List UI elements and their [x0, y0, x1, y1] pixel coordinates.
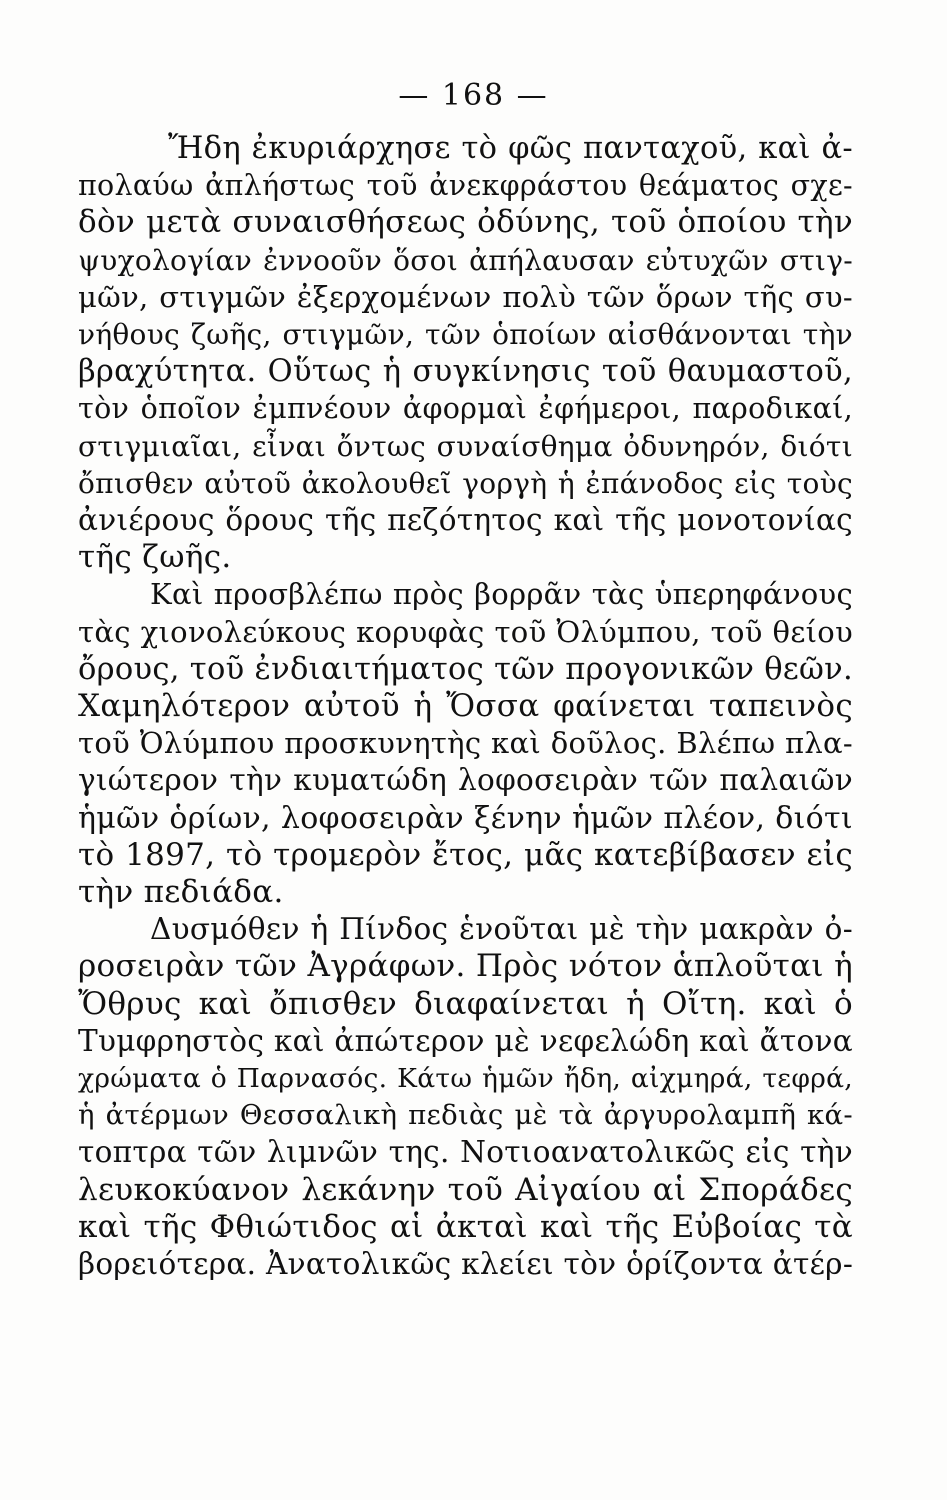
text-line: πολαύω ἀπλήστως τοῦ ἀνεκφράστου θεάματος σχε-	[78, 169, 853, 203]
text-line: ψυχολογίαν ἐννοοῦν ὅσοι ἀπήλαυσαν εὐτυχῶν στιγ-	[78, 243, 853, 277]
text-line: ὄπισθεν αὐτοῦ ἀκολουθεῖ γοργὴ ἡ ἐπάνοδος εἰς τοὺς	[78, 466, 853, 500]
text-line: Ὄθρυς καὶ ὄπισθεν διαφαίνεται ἡ Οἴτη. καὶ ὁ	[78, 985, 853, 1022]
text-line: τῆς ζωῆς.	[78, 539, 232, 576]
text-line: ὄρους, τοῦ ἐνδιαιτήματος τῶν προγονικῶν θεῶν.	[78, 651, 853, 687]
text-line: ροσειρὰν τῶν Ἀγράφων. Πρὸς νότον ἁπλοῦται ἡ	[78, 948, 853, 985]
paragraph-3	[78, 911, 853, 1283]
text-line: Χαμηλότερον αὐτοῦ ἡ Ὄσσα φαίνεται ταπεινὸς	[78, 688, 853, 725]
text-line: καὶ τῆς Φθιώτιδος αἱ ἀκταὶ καὶ τῆς Εὐβοίας τὰ	[78, 1208, 853, 1245]
text-line: τὰς χιονολεύκους κορυφὰς τοῦ Ὀλύμπου, τοῦ θείου	[78, 614, 853, 649]
text-line: ἡμῶν ὁρίων, λοφοσειρὰν ξένην ἡμῶν πλέον, διότι	[78, 800, 853, 836]
text-line: δὸν μετὰ συναισθήσεως ὀδύνης, τοῦ ὁποίου τὴν	[78, 204, 853, 241]
text-line: τὸν ὁποῖον ἐμπνέουν ἀφορμαὶ ἐφήμεροι, παροδικαί,	[78, 392, 853, 426]
text-line: στιγμιαῖαι, εἶναι ὄντως συναίσθημα ὀδυνηρόν, διότι	[78, 429, 853, 463]
page-number: — 168 —	[398, 78, 549, 113]
text-line: ἡ ἀτέρμων Θεσσαλικὴ πεδιὰς μὲ τὰ ἀργυρολαμπῆ κά-	[78, 1099, 853, 1132]
text-line: ἀνιέρους ὅρους τῆς πεζότητος καὶ τῆς μονοτονίας	[78, 503, 853, 538]
text-line: Δυσμόθεν ἡ Πίνδος ἑνοῦται μὲ τὴν μακρὰν ὀ-	[150, 912, 853, 947]
text-line: τοῦ Ὀλύμπου προσκυνητὴς καὶ δοῦλος. Βλέπω πλα-	[78, 726, 853, 761]
text-line: γιώτερον τὴν κυματώδη λοφοσειρὰν τῶν παλαιῶν	[78, 763, 853, 798]
text-line: μῶν, στιγμῶν ἐξερχομένων πολὺ τῶν ὅρων τῆς συ-	[78, 279, 853, 314]
text-line: τὴν πεδιάδα.	[78, 874, 284, 911]
text-line: νήθους ζωῆς, στιγμῶν, τῶν ὁποίων αἰσθάνονται τὴν	[78, 318, 853, 352]
text-line: λευκοκύανον λεκάνην τοῦ Αἰγαίου αἱ Σποράδες	[78, 1171, 853, 1208]
text-line: τὸ 1897, τὸ τρομερὸν ἔτος, μᾶς κατεβίβασεν εἰς	[78, 836, 853, 873]
paragraph-2	[78, 576, 853, 911]
text-line: τοπτρα τῶν λιμνῶν της. Νοτιοανατολικῶς εἰς τὴν	[78, 1135, 853, 1170]
paragraph-1	[78, 130, 853, 576]
body-text	[78, 130, 853, 1283]
text-line: Καὶ προσβλέπω πρὸς βορρᾶν τὰς ὑπερηφάνους	[150, 577, 853, 612]
text-line: χρώματα ὁ Παρνασός. Κάτω ἡμῶν ἤδη, αἰχμηρά, τεφρά,	[78, 1063, 853, 1095]
text-line: βορειότερα. Ἀνατολικῶς κλείει τὸν ὁρίζοντα ἀτέρ-	[78, 1247, 854, 1282]
text-line: βραχύτητα. Οὕτως ἡ συγκίνησις τοῦ θαυμαστοῦ,	[78, 354, 853, 390]
text-line: Τυμφρηστὸς καὶ ἀπώτερον μὲ νεφελώδη καὶ ἄτονα	[78, 1023, 854, 1058]
text-line: Ἤδη ἐκυριάρχησε τὸ φῶς πανταχοῦ, καὶ ἀ-	[168, 131, 853, 166]
